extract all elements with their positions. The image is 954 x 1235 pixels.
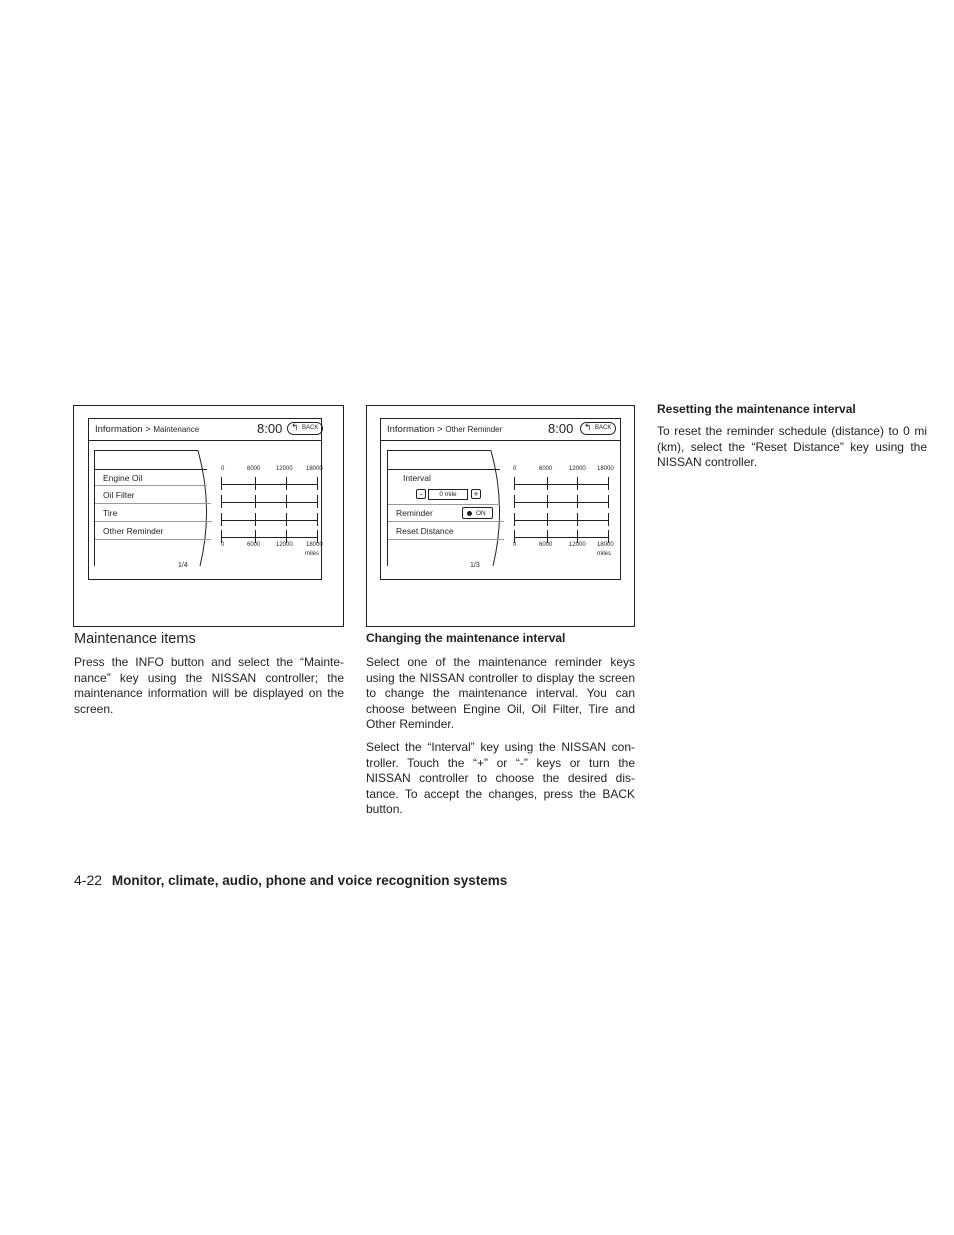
changing-interval-paragraph-2: Select the “Interval” key using the NISSAN con-troller. Touch the “+” or “-” keys or turn the NISSAN controller to choose the desired dis-tance. To accept the changes, press the BACK button. (366, 740, 635, 817)
screen-header (381, 419, 620, 441)
scale-unit: miles (597, 551, 612, 557)
page-number: 4-22 (74, 872, 103, 888)
back-label: BACK (595, 425, 612, 431)
menu-item-label: Other Reminder (103, 526, 164, 536)
scale-label-6000-bottom: 6000 (539, 542, 553, 548)
scale-label-18000: 18000 (597, 466, 614, 472)
reminder-state: ON (476, 510, 486, 517)
maintenance-items-heading: Maintenance items (74, 631, 196, 647)
changing-interval-paragraph-1: Select one of the maintenance reminder keys using the NISSAN controller to display the screen to change the maintenance interval. You can choose between Engine Oil, Oil Filter, Tire and Other Reminder. (366, 655, 635, 732)
other-reminder-screen (380, 418, 621, 580)
screen-title (95, 424, 199, 435)
reset-distance-label: Reset Distance (396, 526, 454, 536)
screen-title (387, 424, 502, 435)
breadcrumb-other-reminder: Other Reminder (445, 425, 503, 434)
back-button[interactable] (287, 422, 323, 435)
page-indicator: 1/4 (178, 562, 188, 569)
scale-label-0-bottom: 0 (513, 542, 517, 548)
menu-item-tire[interactable] (95, 505, 212, 522)
menu-item-label: Oil Filter (103, 490, 135, 500)
scale-label-18000: 18000 (306, 466, 323, 472)
interval-value: 0 mile (439, 491, 457, 498)
scale-label-18000-bottom: 18000 (306, 542, 323, 548)
scale-label-12000-bottom: 12000 (276, 542, 293, 548)
minus-label: - (419, 489, 423, 499)
menu-item-other-reminder[interactable] (95, 523, 211, 540)
menu-item-engine-oil[interactable] (95, 469, 207, 486)
interval-minus-button[interactable] (416, 489, 426, 499)
scale-label-12000: 12000 (569, 466, 586, 472)
maintenance-screen (88, 418, 322, 580)
interval-plus-button[interactable] (471, 489, 481, 499)
scale-label-0-bottom: 0 (221, 542, 225, 548)
interval-value-display (428, 489, 468, 500)
menu-item-oil-filter[interactable] (95, 487, 211, 504)
plus-label: + (473, 489, 479, 499)
toggle-dot-icon (467, 511, 472, 516)
reminder-label: Reminder (396, 508, 433, 518)
back-arrow-icon: ↰ (584, 422, 592, 432)
page-indicator: 1/3 (470, 562, 480, 569)
breadcrumb-maintenance: Maintenance (153, 425, 200, 434)
reminder-toggle[interactable] (462, 507, 493, 519)
scale-unit: miles (305, 551, 320, 557)
changing-interval-heading: Changing the maintenance interval (366, 631, 566, 645)
interval-label: Interval (403, 473, 431, 483)
back-label: BACK (302, 425, 319, 431)
menu-item-label: Engine Oil (103, 473, 143, 483)
scale-label-12000-bottom: 12000 (569, 542, 586, 548)
other-reminder-screen-figure (366, 405, 635, 627)
scale-label-6000: 6000 (247, 466, 261, 472)
screen-header (89, 419, 321, 441)
scale-label-0: 0 (221, 466, 225, 472)
back-arrow-icon: ↰ (291, 422, 299, 432)
resetting-interval-paragraph: To reset the reminder schedule (distance) to 0 mi (km), select the “Reset Distance” key using the NISSAN controller. (657, 424, 927, 470)
page-footer (74, 872, 507, 888)
maintenance-items-paragraph: Press the INFO button and select the “Mainte-nance” key using the NISSAN controller; the maintenance information will be displayed on the screen. (74, 655, 344, 716)
scale-label-6000-bottom: 6000 (247, 542, 261, 548)
scale-label-18000-bottom: 18000 (597, 542, 614, 548)
section-title: Monitor, climate, audio, phone and voice recognition systems (111, 873, 508, 888)
back-button[interactable] (580, 422, 616, 435)
scale-label-12000: 12000 (276, 466, 293, 472)
menu-item-reset-distance[interactable] (388, 523, 504, 540)
resetting-interval-heading: Resetting the maintenance interval (657, 402, 856, 416)
clock: 8:00 (548, 421, 574, 436)
maintenance-screen-figure (73, 405, 344, 627)
menu-item-label: Tire (103, 508, 118, 518)
scale-label-0: 0 (513, 466, 517, 472)
scale-label-6000: 6000 (539, 466, 553, 472)
breadcrumb-information: Information > (387, 424, 443, 435)
breadcrumb-information: Information > (95, 424, 151, 435)
clock: 8:00 (257, 421, 283, 436)
